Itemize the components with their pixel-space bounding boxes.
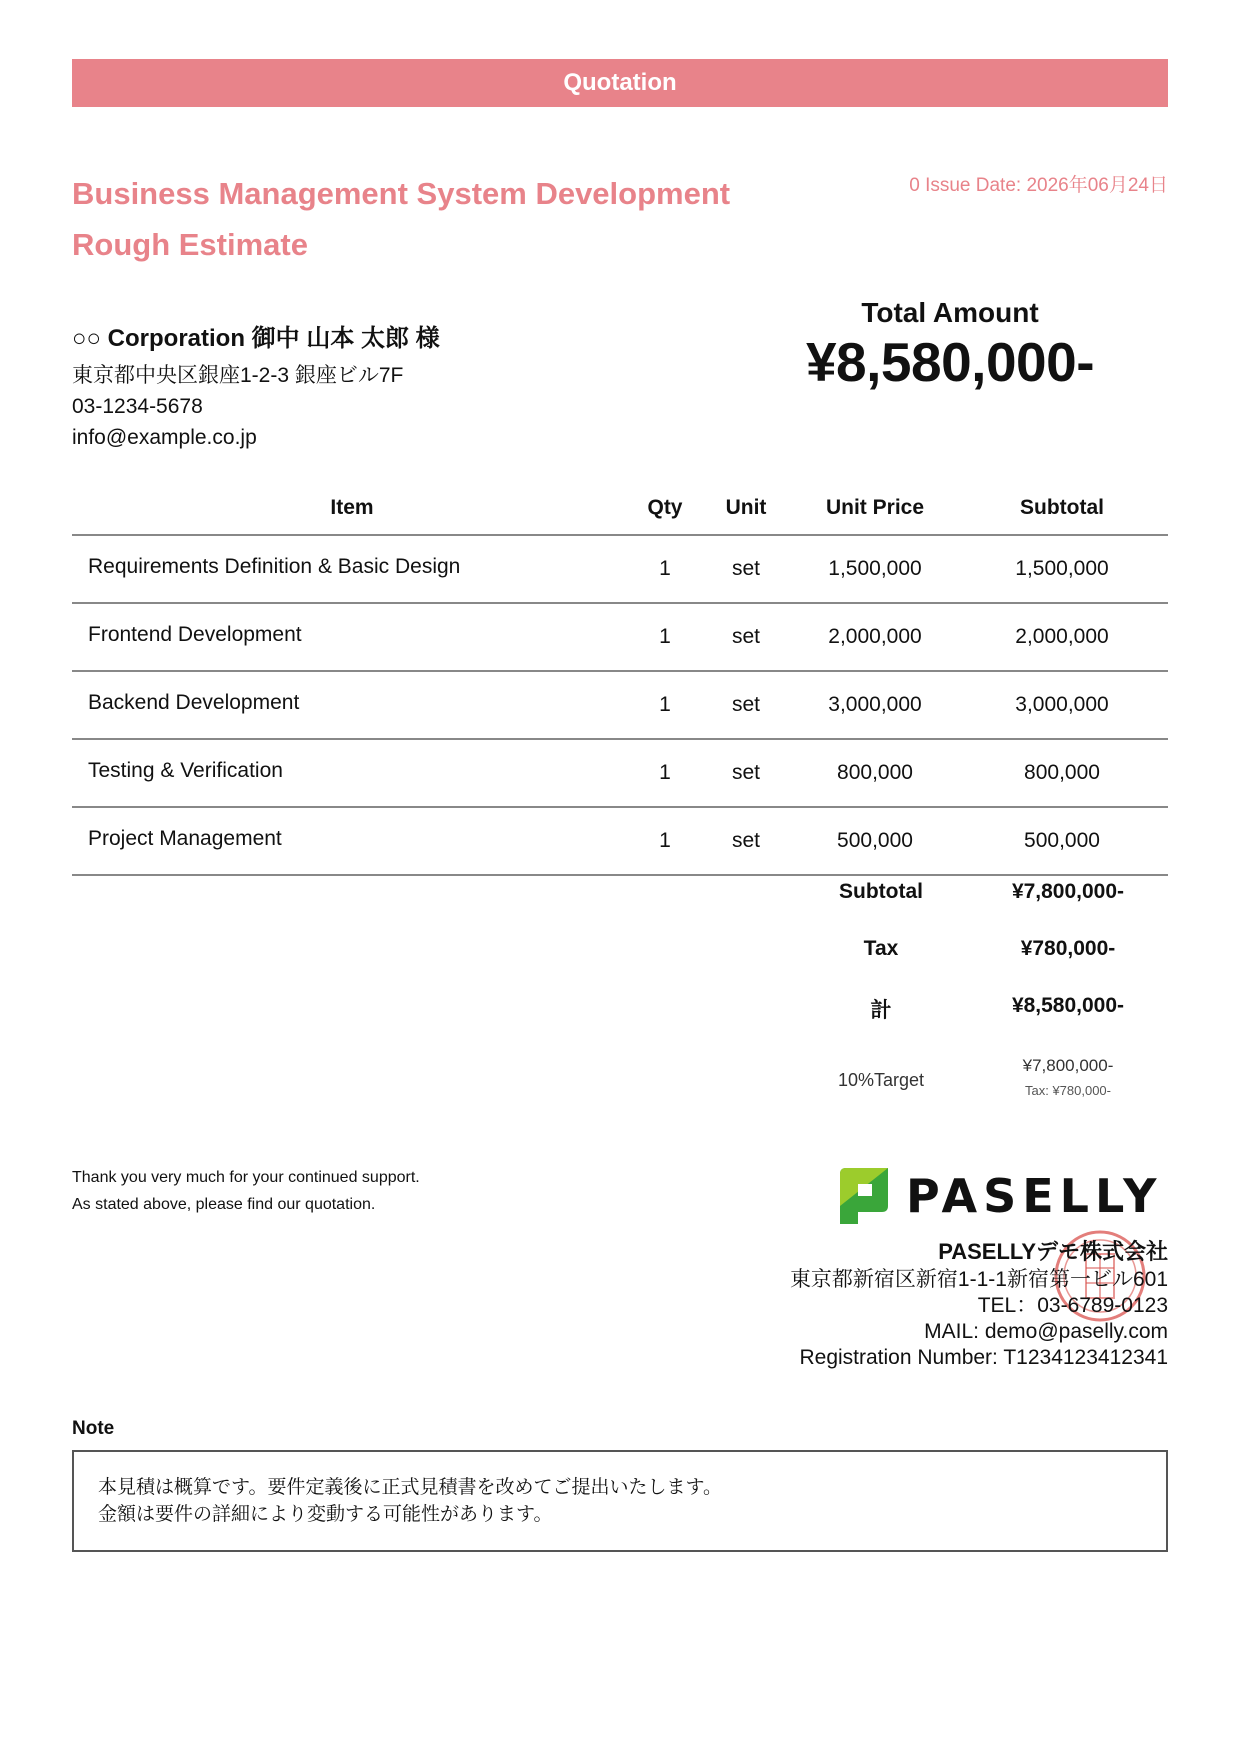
tax-target-label: 10%Target [837, 1070, 925, 1090]
cell-unit: set [731, 557, 760, 580]
cell-item: Frontend Development [88, 623, 302, 646]
cell-unit-price: 500,000 [837, 829, 913, 852]
total-amount-label: Total Amount [861, 297, 1039, 328]
paselly-mark-icon [836, 1166, 892, 1226]
note-label: Note [72, 1418, 115, 1439]
summary-tax-value: ¥780,000- [1020, 937, 1116, 960]
company-logo-wordmark: PASELLY [906, 1169, 1163, 1223]
table-row [72, 808, 1168, 876]
header-item: Item [330, 496, 374, 519]
cell-item: Requirements Definition & Basic Design [88, 555, 461, 578]
summary-subtotal-label: Subtotal [839, 880, 923, 903]
cell-unit: set [731, 829, 760, 852]
cell-subtotal: 3,000,000 [1015, 693, 1109, 716]
header-subtotal: Subtotal [1020, 496, 1104, 519]
cell-unit-price: 2,000,000 [828, 625, 922, 648]
summary-total-value: ¥8,580,000- [1011, 994, 1125, 1017]
cell-item: Backend Development [88, 691, 300, 714]
cell-item: Testing & Verification [88, 759, 283, 782]
total-amount-value: ¥8,580,000- [805, 331, 1095, 393]
cell-subtotal: 1,500,000 [1015, 557, 1109, 580]
document-header-bar [72, 59, 1168, 107]
table-row [72, 536, 1168, 604]
closing-message [72, 1164, 420, 1218]
tax-target-tax: Tax: ¥780,000- [1024, 1083, 1111, 1098]
issuer-name: PASELLYデモ株式会社 [938, 1239, 1168, 1264]
cell-qty: 1 [659, 557, 671, 580]
closing-message-line2: As stated above, please find our quotation. [72, 1196, 376, 1213]
estimate-title-line1: Business Management System Development [72, 176, 731, 211]
closing-message-line1: Thank you very much for your continued support. [72, 1169, 420, 1186]
issuer-tel: TEL：03-6789-0123 [977, 1294, 1168, 1317]
cell-qty: 1 [659, 693, 671, 716]
issue-date: 0 Issue Date: 2026年06月24日 [909, 175, 1168, 196]
cell-unit-price: 800,000 [837, 761, 913, 784]
table-row [72, 604, 1168, 672]
summary-tax-label: Tax [863, 937, 899, 960]
cell-unit: set [731, 761, 760, 784]
estimate-title [72, 168, 792, 270]
document-type-title: Quotation [563, 69, 677, 96]
header-unit-price: Unit Price [825, 496, 925, 519]
tax-target-value: ¥7,800,000- [1022, 1056, 1114, 1075]
issuer-mail: MAIL: demo@paselly.com [924, 1320, 1168, 1343]
cell-subtotal: 500,000 [1024, 829, 1100, 852]
cell-unit-price: 3,000,000 [828, 693, 922, 716]
issuer-company [790, 1239, 1168, 1371]
client-address: 東京都中央区銀座1-2-3 銀座ビル7F [72, 364, 404, 387]
summary-subtotal-value: ¥7,800,000- [1011, 880, 1125, 903]
client-details [72, 360, 403, 453]
cell-unit: set [731, 625, 760, 648]
note-line2: 金額は要件の詳細により変動する可能性があります。 [98, 1504, 553, 1525]
summary-total-label: 計 [870, 999, 892, 1022]
note-box [72, 1450, 1168, 1552]
cell-unit: set [731, 693, 760, 716]
cell-qty: 1 [659, 761, 671, 784]
client-email: info@example.co.jp [72, 426, 257, 449]
note-line1: 本見積は概算です。要件定義後に正式見積書を改めてご提出いたします。 [98, 1477, 722, 1498]
cell-unit-price: 1,500,000 [828, 557, 922, 580]
line-items-table [72, 482, 1168, 876]
issuer-registration: Registration Number: T1234123412341 [799, 1346, 1168, 1369]
cell-subtotal: 800,000 [1024, 761, 1100, 784]
cell-qty: 1 [659, 829, 671, 852]
cell-item: Project Management [88, 827, 282, 850]
table-header [72, 482, 1168, 536]
cell-subtotal: 2,000,000 [1015, 625, 1109, 648]
company-logo [836, 1164, 1168, 1228]
table-row [72, 740, 1168, 808]
issuer-address: 東京都新宿区新宿1-1-1新宿第一ビル601 [789, 1268, 1168, 1291]
client-phone: 03-1234-5678 [72, 395, 203, 418]
estimate-title-line2: Rough Estimate [72, 227, 308, 262]
header-unit: Unit [725, 496, 767, 519]
client-name: ○○ Corporation 御中 山本 太郎 様 [72, 325, 440, 352]
cell-qty: 1 [659, 625, 671, 648]
header-qty: Qty [647, 496, 683, 519]
table-row [72, 672, 1168, 740]
